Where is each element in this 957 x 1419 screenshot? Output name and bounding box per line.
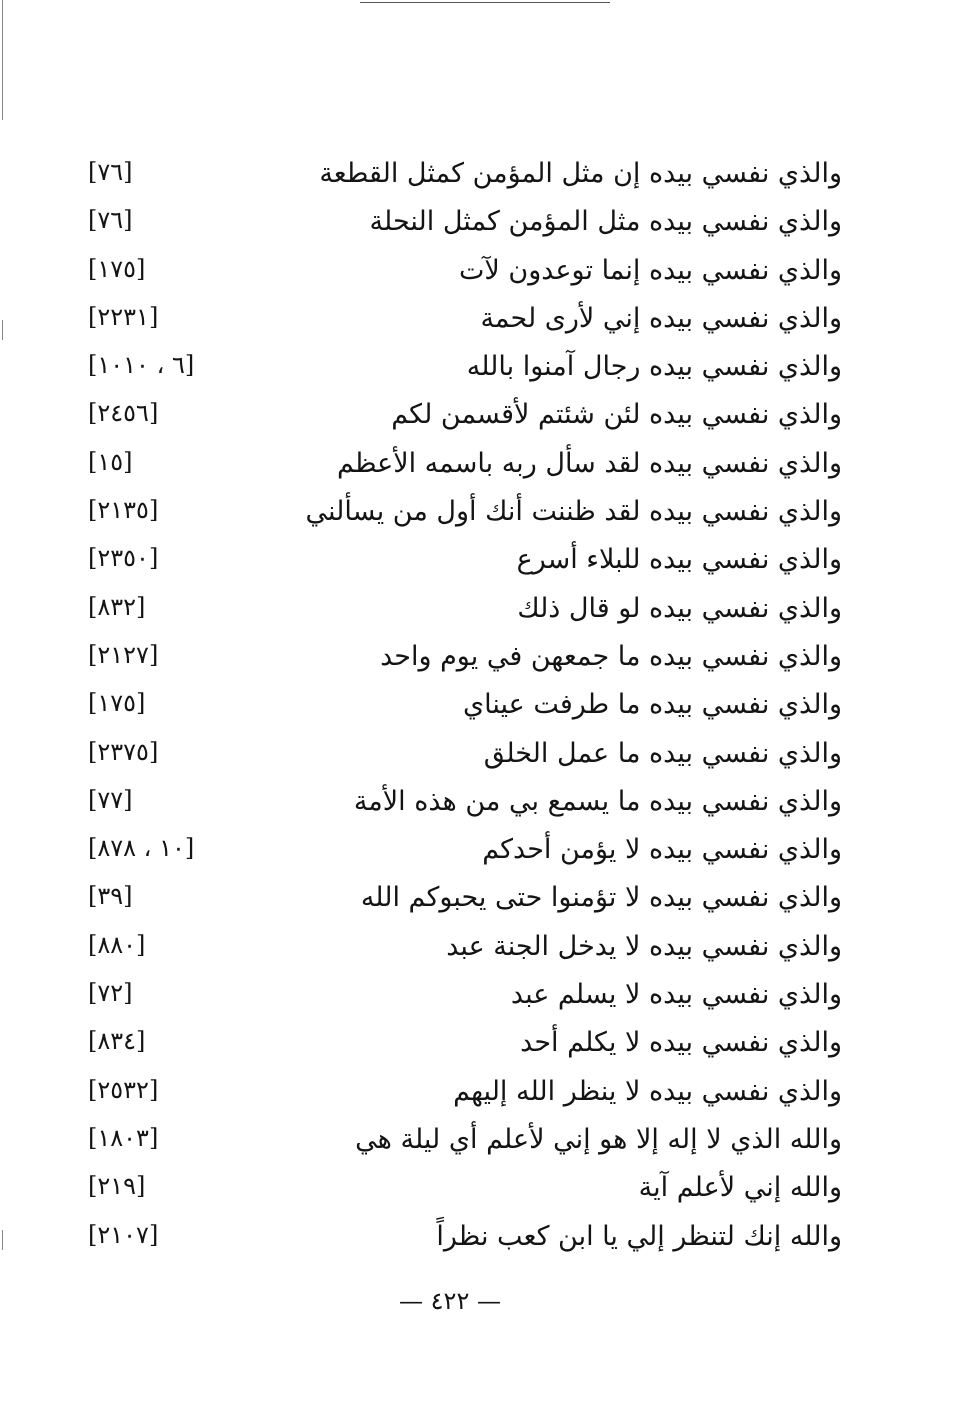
entry-text: والذي نفسي بيده لا ينظر الله إليهم [453,1075,842,1107]
entry-reference: [٨٣٤] [88,1027,146,1056]
entry-reference: [٢١٣٥] [88,496,159,525]
index-entry [80,488,850,536]
entry-text: والذي نفسي بيده إني لأرى لحمة [480,302,842,334]
entry-text: والذي نفسي بيده ما يسمع بي من هذه الأمة [353,785,842,817]
index-entry [80,923,850,971]
index-entry [80,343,850,391]
index-entry [80,1019,850,1067]
index-entry [80,150,850,198]
left-edge-mark [2,0,3,120]
index-entry [80,247,850,295]
index-entry [80,440,850,488]
entry-reference: [٢٢٣١] [88,302,159,331]
entry-reference: [٣٩] [88,882,133,911]
index-entry [80,730,850,778]
page-number: — ٤٢٢ — [399,1287,501,1315]
entry-reference: [٦ ، ١٠١٠] [88,351,195,380]
entry-text: والله إني لأعلم آية [638,1172,842,1204]
entry-reference: [٢٣٧٥] [88,737,159,766]
entry-reference: [٢٣٥٠] [88,544,159,573]
entry-text: والذي نفسي بيده لا يكلم أحد [520,1027,842,1059]
index-entry [80,585,850,633]
index-entry [80,1164,850,1212]
entry-reference: [٧٧] [88,785,133,814]
left-edge-mark [2,1230,3,1250]
index-entry [80,198,850,246]
entry-text: والذي نفسي بيده لقد ظننت أنك أول من يسألني [305,496,842,528]
entry-text: والذي نفسي بيده لا يسلم عبد [510,979,842,1011]
index-entry [80,826,850,874]
entry-reference: [٧٦] [88,206,133,235]
entry-reference: [٧٦] [88,158,133,186]
index-entries [80,150,850,1261]
entry-reference: [٨٣٢] [88,592,146,621]
left-edge-mark [2,320,3,340]
entry-text: والذي نفسي بيده لا يؤمن أحدكم [482,834,842,866]
entry-text: والذي نفسي بيده إنما توعدون لآت [458,254,842,286]
entry-reference: [٨٨٠] [88,930,146,959]
entry-reference: [٢١٢٧] [88,640,159,669]
entry-reference: [١٥] [88,447,133,476]
entry-reference: [١٨٠٣] [88,1123,159,1152]
entry-reference: [١٧٥] [88,689,146,718]
entry-reference: [١٧٥] [88,254,146,283]
entry-text: والذي نفسي بيده ما جمعهن في يوم واحد [380,640,842,672]
entry-text: والذي نفسي بيده لقد سأل ربه باسمه الأعظم [336,447,842,479]
entry-text: والله الذي لا إله إلا هو إني لأعلم أي ليلة هي [355,1123,842,1155]
entry-text: والذي نفسي بيده رجال آمنوا بالله [466,351,842,383]
entry-text: والذي نفسي بيده لا تؤمنوا حتى يحبوكم الله [360,882,842,914]
index-entry [80,295,850,343]
entry-reference: [٢١٩] [88,1172,146,1201]
entry-reference: [٢٥٣٢] [88,1075,159,1104]
index-entry [80,536,850,584]
top-rule [360,2,610,3]
entry-text: والذي نفسي بيده لو قال ذلك [517,592,842,624]
entry-text: والذي نفسي بيده لئن شئتم لأقسمن لكم [391,399,842,431]
entry-text: والذي نفسي بيده لا يدخل الجنة عبد [446,930,842,962]
entry-reference: [٢١٠٧] [88,1220,159,1249]
index-entry [80,391,850,439]
entry-text: والله إنك لتنظر إلي يا ابن كعب نظراً [436,1220,842,1252]
entry-reference: [١٠ ، ٨٧٨] [88,834,195,863]
index-entry [80,681,850,729]
index-entry [80,1116,850,1164]
index-entry [80,971,850,1019]
index-entry [80,633,850,681]
index-entry [80,874,850,922]
entry-text: والذي نفسي بيده إن مثل المؤمن كمثل القطعة [319,158,842,189]
index-entry [80,1213,850,1261]
entry-reference: [٧٢] [88,979,133,1008]
entry-text: والذي نفسي بيده مثل المؤمن كمثل النحلة [369,206,842,238]
entry-reference: [٢٤٥٦] [88,399,159,428]
index-entry [80,778,850,826]
entry-text: والذي نفسي بيده ما عمل الخلق [483,737,842,769]
entry-text: والذي نفسي بيده للبلاء أسرع [516,544,842,576]
index-entry [80,1068,850,1116]
entry-text: والذي نفسي بيده ما طرفت عيناي [463,689,842,721]
